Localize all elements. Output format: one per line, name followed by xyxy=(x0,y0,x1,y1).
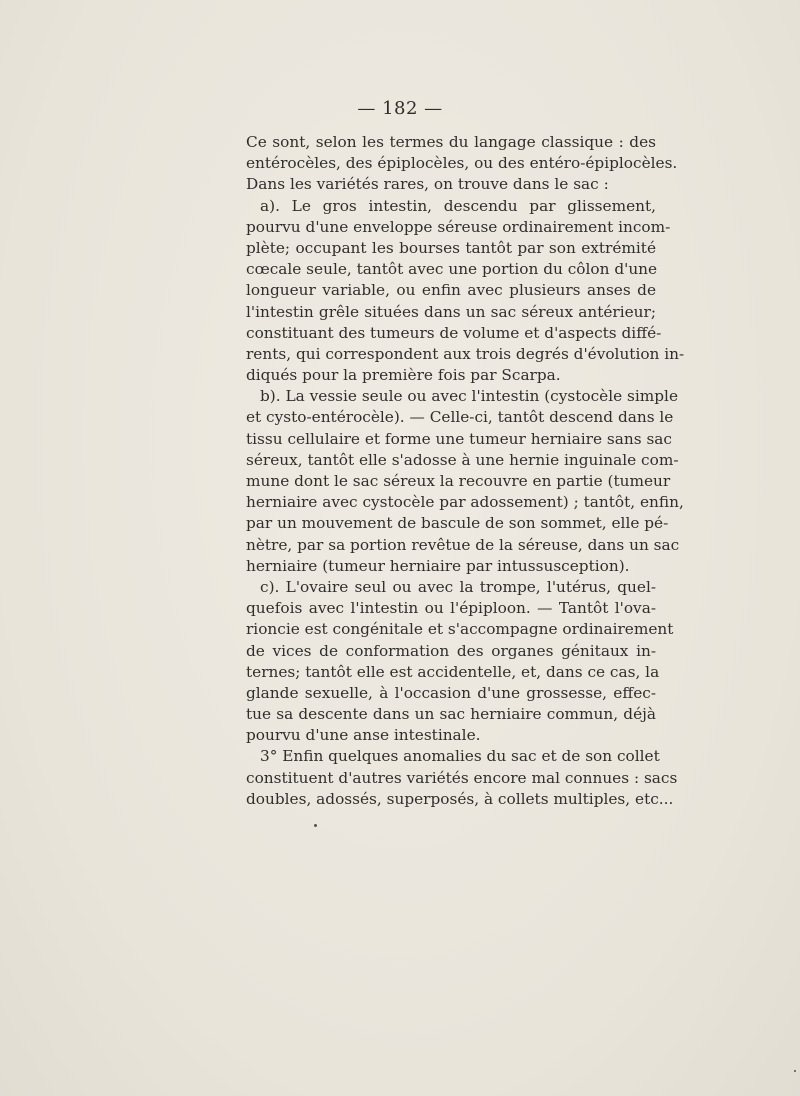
text-line: de vices de conformation des organes génitaux in- xyxy=(246,641,656,660)
text-line: Dans les variétés rares, on trouve dans le sac : xyxy=(246,175,609,194)
text-line: doubles, adossés, superposés, à collets multiples, etc... xyxy=(246,789,674,808)
text-line: diqués pour la première fois par Scarpa. xyxy=(246,366,561,385)
text-line: pourvu d'une anse intestinale. xyxy=(246,726,481,745)
text-line: par un mouvement de bascule de son sommet, elle pé- xyxy=(246,514,669,533)
text-line: herniaire (tumeur herniaire par intussusception). xyxy=(246,556,630,575)
text-line: longueur variable, ou enfin avec plusieurs anses de xyxy=(246,281,656,300)
text-line: constituant des tumeurs de volume et d'aspects diffé- xyxy=(246,323,662,342)
text-line: plète; occupant les bourses tantôt par son extrémité xyxy=(246,238,656,257)
ink-speck xyxy=(794,1070,796,1072)
text-line: et cysto-entérocèle). — Celle-ci, tantôt descend dans le xyxy=(246,408,674,427)
text-line: cœcale seule, tantôt avec une portion du côlon d'une xyxy=(246,260,658,279)
text-line: mune dont le sac séreux la recouvre en partie (tumeur xyxy=(246,472,671,490)
ink-speck xyxy=(314,824,317,827)
text-line: tue sa descente dans un sac herniaire commun, déjà xyxy=(246,705,656,724)
text-line: 3° Enfin quelques anomalies du sac et de son collet xyxy=(260,747,660,766)
text-line: rents, qui correspondent aux trois degrés d'évolution in- xyxy=(246,344,685,363)
text-line: ternes; tantôt elle est accidentelle, et, dans ce cas, la xyxy=(246,662,660,681)
text-line: l'intestin grêle situées dans un sac séreux antérieur; xyxy=(246,302,656,321)
text-line: quefois avec l'intestin ou l'épiploon. — Tantôt l'ova- xyxy=(246,599,656,618)
text-line: glande sexuelle, à l'occasion d'une grossesse, effec- xyxy=(246,683,656,702)
page-number-header: — 182 — xyxy=(357,98,443,119)
body-text xyxy=(246,132,685,810)
text-line: b). La vessie seule ou avec l'intestin (cystocèle simple xyxy=(260,387,678,406)
text-line: Ce sont, selon les termes du langage classique : des xyxy=(246,133,656,151)
text-line: c). L'ovaire seul ou avec la trompe, l'utérus, quel- xyxy=(260,577,656,596)
text-line: entérocèles, des épiplocèles, ou des entéro-épiplocèles. xyxy=(246,154,678,173)
text-line: nètre, par sa portion revêtue de la séreuse, dans un sac xyxy=(246,535,680,554)
text-line: tissu cellulaire et forme une tumeur herniaire sans sac xyxy=(246,429,672,448)
text-line: séreux, tantôt elle s'adosse à une hernie inguinale com- xyxy=(246,450,679,469)
text-line: pourvu d'une enveloppe séreuse ordinairement incom- xyxy=(246,217,671,236)
text-line: constituent d'autres variétés encore mal connues : sacs xyxy=(246,768,678,787)
text-line: rioncie est congénitale et s'accompagne ordinairement xyxy=(246,620,674,639)
text-line: a). Le gros intestin, descendu par glissement, xyxy=(260,196,656,215)
text-line: herniaire avec cystocèle par adossement) ; tantôt, enfin, xyxy=(246,493,684,512)
